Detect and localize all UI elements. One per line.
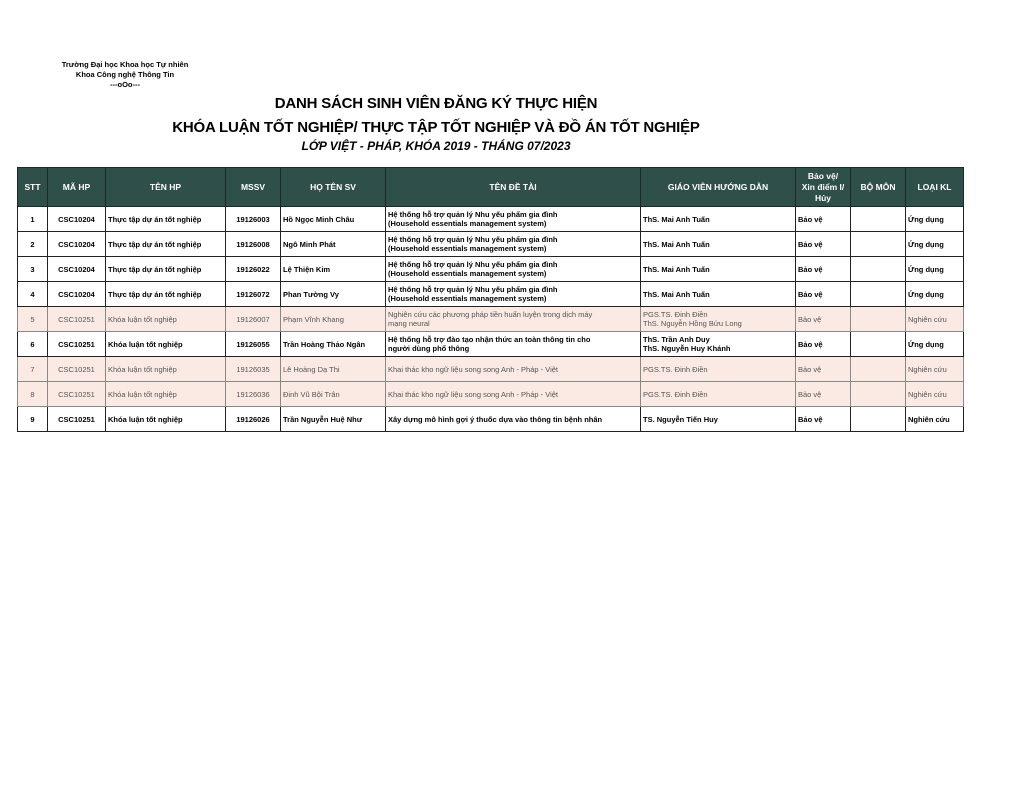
cell-ten-hp: Thực tập dự án tốt nghiệp [106,282,226,307]
cell-ho-ten: Hồ Ngọc Minh Châu [281,207,386,232]
cell-ma-hp: CSC10204 [48,282,106,307]
cell-mssv: 19126035 [226,357,281,382]
de-tai-line2: (Household essentials management system) [388,269,547,278]
cell-ho-ten: Đinh Vũ Bội Trân [281,382,386,407]
header-loai-kl: LOẠI KL [906,168,964,207]
header-bao-ve-line2: Xin điểm I/ [801,181,845,192]
sub-title: KHÓA LUẬN TỐT NGHIỆP/ THỰC TẬP TỐT NGHIỆP VÀ ĐỒ ÁN TỐT NGHIỆP [172,119,700,136]
cell-bo-mon [851,332,906,357]
cell-gvhd [641,257,796,282]
cell-loai-kl: Nghiên cứu [906,307,964,332]
cell-ma-hp: CSC10251 [48,407,106,432]
cell-bo-mon [851,357,906,382]
cell-loai-kl: Nghiên cứu [906,382,964,407]
header-mssv: MSSV [226,168,281,207]
cell-bo-mon [851,407,906,432]
table-row [18,307,964,332]
gvhd-line1: ThS. Mai Anh Tuấn [643,239,710,249]
table-body [18,207,964,432]
cell-bao-ve: Bảo vệ [796,282,851,307]
de-tai-line2: mạng neural [388,319,430,328]
cell-de-tai [386,332,641,357]
cell-bo-mon [851,382,906,407]
cell-bao-ve: Bảo vệ [796,407,851,432]
student-registration-table [17,167,964,432]
university-name: Trường Đại học Khoa học Tự nhiên [61,60,189,69]
gvhd-line1: ThS. Mai Anh Tuấn [643,264,710,274]
cell-ho-ten: Trần Nguyễn Huệ Như [281,407,386,432]
cell-gvhd [641,332,796,357]
cell-bo-mon [851,307,906,332]
cell-mssv: 19126007 [226,307,281,332]
cell-ho-ten: Trần Hoàng Thảo Ngân [281,332,386,357]
cell-ho-ten: Phan Tường Vy [281,282,386,307]
cell-ho-ten: Lê Hoàng Dạ Thi [281,357,386,382]
cell-ma-hp: CSC10251 [48,382,106,407]
table-row [18,257,964,282]
gvhd-line1: ThS. Trần Anh Duy [643,335,710,344]
cell-stt: 9 [18,407,48,432]
cell-stt: 6 [18,332,48,357]
cell-mssv: 19126072 [226,282,281,307]
cell-stt: 2 [18,232,48,257]
cell-ten-hp: Khóa luận tốt nghiệp [106,382,226,407]
cell-loai-kl: Ứng dụng [906,282,964,307]
cell-mssv: 19126003 [226,207,281,232]
header-gvhd: GIÁO VIÊN HƯỚNG DẪN [641,168,796,207]
document-titles [0,95,872,154]
gvhd-line2: ThS. Nguyễn Huy Khánh [643,344,731,353]
cell-bo-mon [851,232,906,257]
header-stt: STT [18,168,48,207]
cell-de-tai [386,207,641,232]
gvhd-line1: PGS.TS. Đinh Điền [643,389,708,399]
cell-bao-ve: Bảo vệ [796,307,851,332]
cell-bao-ve: Bảo vệ [796,357,851,382]
cell-ten-hp: Khóa luận tốt nghiệp [106,407,226,432]
cell-stt: 3 [18,257,48,282]
cell-ten-hp: Thực tập dự án tốt nghiệp [106,257,226,282]
de-tai-line1: Xây dựng mô hình gợi ý thuốc dựa vào thông tin bệnh nhân [388,414,603,424]
cell-bao-ve: Bảo vệ [796,207,851,232]
header-ma-hp: MÃ HP [48,168,106,207]
main-title: DANH SÁCH SINH VIÊN ĐĂNG KÝ THỰC HIỆN [274,95,598,112]
cell-bo-mon [851,282,906,307]
cell-ten-hp: Khóa luận tốt nghiệp [106,357,226,382]
cell-de-tai [386,407,641,432]
cell-loai-kl: Nghiên cứu [906,407,964,432]
cell-loai-kl: Ứng dụng [906,257,964,282]
cell-de-tai [386,307,641,332]
cell-ten-hp: Thực tập dự án tốt nghiệp [106,207,226,232]
header-bao-ve-line3: Hủy [814,192,832,203]
cell-ho-ten: Lệ Thiện Kim [281,257,386,282]
gvhd-line1: PGS.TS. Đinh Điền [643,364,708,374]
table-row [18,407,964,432]
cell-bao-ve: Bảo vệ [796,257,851,282]
gvhd-line1: ThS. Mai Anh Tuấn [643,214,710,224]
table-header-row [18,168,964,207]
cell-de-tai [386,357,641,382]
gvhd-line1: PGS.TS. Đinh Điền [643,310,708,319]
cell-stt: 4 [18,282,48,307]
cell-ma-hp: CSC10251 [48,307,106,332]
institution-header [40,60,210,90]
cell-ho-ten: Ngô Minh Phát [281,232,386,257]
de-tai-line1: Hệ thống hỗ trợ quản lý Nhu yếu phẩm gia đình [388,285,558,294]
cell-loai-kl: Ứng dụng [906,332,964,357]
gvhd-line1: ThS. Mai Anh Tuấn [643,289,710,299]
cell-gvhd [641,307,796,332]
cell-stt: 7 [18,357,48,382]
de-tai-line2: người dùng phổ thông [388,344,470,353]
cell-ma-hp: CSC10251 [48,332,106,357]
faculty-name: Khoa Công nghệ Thông Tin [75,70,175,79]
de-tai-line1: Hệ thống hỗ trợ đào tạo nhận thức an toàn thông tin cho [388,335,591,344]
cell-bao-ve: Bảo vệ [796,332,851,357]
cell-bao-ve: Bảo vệ [796,382,851,407]
header-de-tai: TÊN ĐỀ TÀI [386,168,641,207]
table-row [18,232,964,257]
gvhd-line1: TS. Nguyễn Tiến Huy [643,414,718,424]
de-tai-line2: (Household essentials management system) [388,244,547,253]
de-tai-line1: Hệ thống hỗ trợ quản lý Nhu yếu phẩm gia đình [388,260,558,269]
cell-gvhd [641,282,796,307]
cell-ho-ten: Phạm Vĩnh Khang [281,307,386,332]
cell-gvhd [641,207,796,232]
header-bao-ve-line1: Bảo vệ/ [807,170,839,181]
cell-stt: 1 [18,207,48,232]
cell-gvhd [641,232,796,257]
cell-ma-hp: CSC10251 [48,357,106,382]
de-tai-line2: (Household essentials management system) [388,294,547,303]
cell-gvhd [641,407,796,432]
cell-de-tai [386,282,641,307]
cell-stt: 8 [18,382,48,407]
de-tai-line1: Khai thác kho ngữ liệu song song Anh - Pháp - Việt [388,364,558,374]
cell-gvhd [641,357,796,382]
cell-ma-hp: CSC10204 [48,232,106,257]
ornament-line: ---oOo--- [110,80,140,89]
cell-mssv: 19126026 [226,407,281,432]
de-tai-line1: Hệ thống hỗ trợ quản lý Nhu yếu phẩm gia đình [388,210,558,219]
table-row [18,382,964,407]
class-title: LỚP VIỆT - PHÁP, KHÓA 2019 - THÁNG 07/2023 [301,139,571,153]
cell-de-tai [386,382,641,407]
header-ho-ten: HỌ TÊN SV [281,168,386,207]
cell-mssv: 19126036 [226,382,281,407]
cell-stt: 5 [18,307,48,332]
cell-de-tai [386,232,641,257]
cell-bo-mon [851,257,906,282]
cell-bao-ve: Bảo vệ [796,232,851,257]
table-row [18,357,964,382]
table-row [18,207,964,232]
cell-gvhd [641,382,796,407]
gvhd-line2: ThS. Nguyễn Hồng Bửu Long [643,319,742,328]
cell-ten-hp: Khóa luận tốt nghiệp [106,332,226,357]
cell-ten-hp: Khóa luận tốt nghiệp [106,307,226,332]
table-row [18,332,964,357]
de-tai-line1: Hệ thống hỗ trợ quản lý Nhu yếu phẩm gia đình [388,235,558,244]
cell-mssv: 19126055 [226,332,281,357]
cell-de-tai [386,257,641,282]
cell-loai-kl: Ứng dụng [906,232,964,257]
cell-mssv: 19126008 [226,232,281,257]
cell-ma-hp: CSC10204 [48,257,106,282]
cell-ma-hp: CSC10204 [48,207,106,232]
cell-bo-mon [851,207,906,232]
de-tai-line1: Khai thác kho ngữ liệu song song Anh - Pháp - Việt [388,389,558,399]
cell-ten-hp: Thực tập dự án tốt nghiệp [106,232,226,257]
cell-loai-kl: Ứng dụng [906,207,964,232]
header-ten-hp: TÊN HP [106,168,226,207]
de-tai-line1: Nghiên cứu các phương pháp tiền huấn luyện trong dịch máy [388,310,593,319]
cell-mssv: 19126022 [226,257,281,282]
de-tai-line2: (Household essentials management system) [388,219,547,228]
cell-loai-kl: Nghiên cứu [906,357,964,382]
header-bo-mon: BỘ MÔN [851,168,906,207]
header-bao-ve [796,168,851,207]
table-row [18,282,964,307]
